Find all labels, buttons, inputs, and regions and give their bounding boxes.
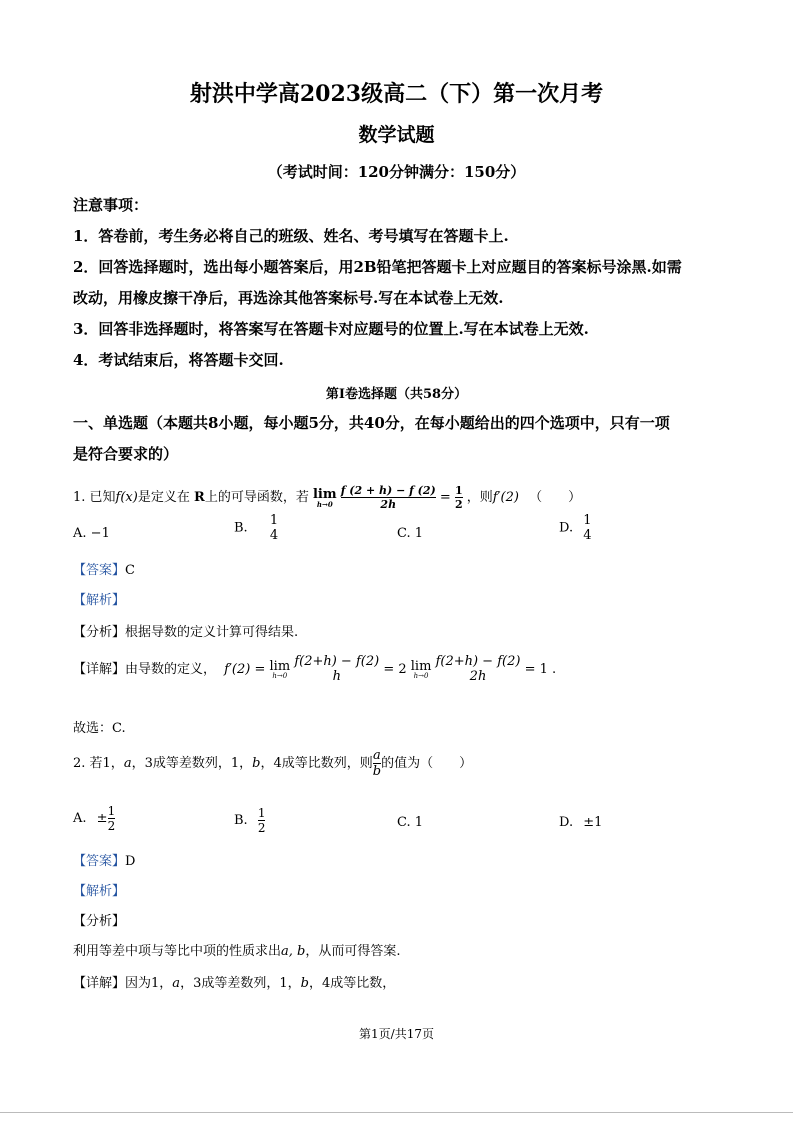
q1-answer-tag: 【答案】 xyxy=(73,563,126,578)
q1-detail-lim1: lim h→0 xyxy=(269,658,291,680)
q2-fenxi-tag: 【分析】 xyxy=(73,914,126,929)
exam-title: 射洪中学高2023级高二（下）第一次月考 xyxy=(189,81,604,107)
q1-option-d: D. 1 4 xyxy=(559,513,592,543)
q1-detail-fraction2: f(2+h) − f(2) 2h xyxy=(435,654,521,684)
q1-mid: 是定义在 xyxy=(137,490,190,505)
q1-fprime: f′(2) xyxy=(492,490,519,505)
q1-conclusion: 故选：C. xyxy=(73,721,126,736)
q1-detail-lhs: f′(2) = xyxy=(224,662,266,677)
section-heading-line2: 是符合要求的） xyxy=(73,445,179,463)
section-heading-line1: 一、单选题（本题共8小题，每小题5分，共40分，在每小题给出的四个选项中，只有一项 xyxy=(73,414,670,432)
note-line-5: 4．考试结束后，将答题卡交回. xyxy=(73,351,284,369)
notes-heading: 注意事项： xyxy=(73,196,149,214)
q1-equals: = xyxy=(439,490,451,505)
q1-stem xyxy=(73,476,581,520)
q1-answer xyxy=(73,559,135,578)
volume-heading: 第I卷选择题（共58分） xyxy=(325,387,468,402)
q2-option-c: C. 1 xyxy=(397,815,424,830)
note-line-4: 3．回答非选择题时，将答案写在答题卡对应题号的位置上.写在本试卷上无效. xyxy=(73,320,589,338)
q2-detail: 【详解】因为1，a，3成等差数列，1，b，4成等比数， xyxy=(73,976,396,991)
q1-answer-value: C xyxy=(125,563,135,578)
q1-mid2: 上的可导函数，若 xyxy=(204,490,309,505)
q1-comma: ，则 xyxy=(466,490,493,505)
q2-fenxi-text: 利用等差中项与等比中项的性质求出a, b，从而可得答案. xyxy=(73,944,401,959)
note-line-3: 改动，用橡皮擦干净后，再选涂其他答案标号.写在本试卷上无效. xyxy=(73,289,504,307)
q2-answer-value: D xyxy=(125,854,136,869)
q1-fenxi: 【分析】根据导数的定义计算可得结果. xyxy=(73,625,299,640)
q2-answer-tag: 【答案】 xyxy=(73,854,126,869)
q1-detail: 【详解】由导数的定义， f′(2) = lim h→0 f(2+h) − f(2) h = 2 lim h→0 f(2+h) − f(2) 2h = 1 . xyxy=(73,654,557,684)
q1-limit-fraction: $\frac{f (2 + h) - f (2)}{2h}$ xyxy=(340,483,436,511)
q2-option-d: D. ±1 xyxy=(559,815,603,830)
note-line-1: 1．答卷前，考生务必将自己的班级、姓名、考号填写在答题卡上. xyxy=(73,227,509,245)
exam-info: （考试时间：120分钟满分：150分） xyxy=(267,163,526,181)
q2-option-b: B. $\frac{1}{2}$ xyxy=(234,806,266,835)
q1-analysis-tag: 【解析】 xyxy=(73,593,126,608)
page-bottom-divider xyxy=(0,1112,793,1113)
q2-answer xyxy=(73,850,135,869)
q1-lim: lim h→0 xyxy=(312,486,337,509)
q1-detail-fraction1: f(2+h) − f(2) h xyxy=(294,654,380,684)
q2-a-over-b: $\frac{a}{b}$ xyxy=(372,747,382,779)
q1-paren: （ ） xyxy=(529,490,582,505)
q1-fx: f(x) xyxy=(115,490,138,505)
exam-subtitle: 数学试题 xyxy=(358,124,435,146)
note-line-2: 2．回答选择题时，选出每小题答案后，用2B铅笔把答题卡上对应题目的答案标号涂黑.如需 xyxy=(73,258,682,276)
q1-half: $\frac{1}{2}$ xyxy=(454,483,463,511)
q2-analysis-tag: 【解析】 xyxy=(73,884,126,899)
q1-detail-end: = 1 . xyxy=(524,662,557,677)
q1-real-set: R xyxy=(194,490,205,505)
q1-option-c: C. 1 xyxy=(397,526,424,541)
q2-option-a: A. ± $\frac{1}{2}$ xyxy=(73,804,116,833)
q1-detail-lim2: lim h→0 xyxy=(410,658,432,680)
q1-prefix: 1. 已知 xyxy=(73,490,116,505)
q1-detail-eq2: = 2 xyxy=(383,662,407,677)
q2-stem: 2. 若1，a，3成等差数列，1，b，4成等比数列，则 $\frac{a}{b}$ 的值为（ ） xyxy=(73,747,473,779)
q1-option-b: B. 1 4 xyxy=(234,513,279,543)
q1-option-a: A. −1 xyxy=(73,526,110,541)
page-footer: 第1页/共17页 xyxy=(359,1027,434,1041)
